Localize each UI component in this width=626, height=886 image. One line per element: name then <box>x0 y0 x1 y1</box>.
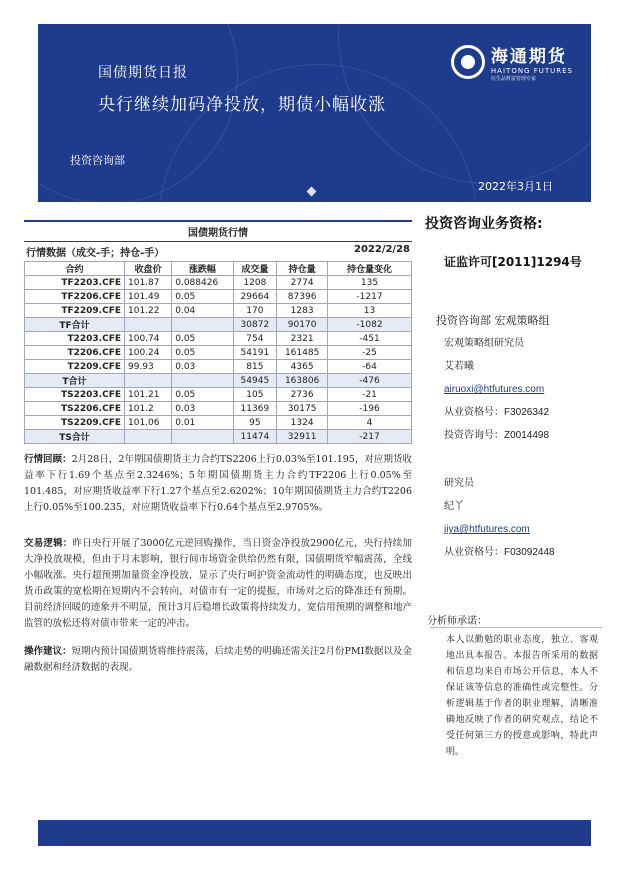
table-cell: 29664 <box>233 290 277 304</box>
table-row <box>25 276 412 290</box>
report-headline: 央行继续加码净投放，期债小幅收涨 <box>98 95 386 115</box>
table-cell <box>172 374 233 388</box>
table-cell: 87396 <box>277 290 328 304</box>
researcher-info <box>436 472 555 564</box>
paragraph-text: 短期内预计国债期货将维持震荡，后续走势的明确还需关注2月份PMI数据以及金融数据和经济数据的表现。 <box>24 646 412 673</box>
table-header-row <box>25 262 412 276</box>
table-cell: 0.01 <box>172 416 233 430</box>
table-row <box>25 346 412 360</box>
table-cell: TS2206.CFE <box>25 402 125 416</box>
table-cell: TS合计 <box>25 430 125 444</box>
table-cell: 0.088426 <box>172 276 233 290</box>
table-cell: T2206.CFE <box>25 346 125 360</box>
table-summary-row <box>25 430 412 444</box>
table-cell: T合计 <box>25 374 125 388</box>
table-cell: -64 <box>328 360 412 374</box>
market-review-paragraph <box>24 452 412 516</box>
column-header: 持仓量变化 <box>328 262 412 276</box>
table-cell: 815 <box>233 360 277 374</box>
table-cell: 101.87 <box>125 276 172 290</box>
analyst-info <box>436 309 550 447</box>
table-cell: TF2203.CFE <box>25 276 125 290</box>
table-row <box>25 402 412 416</box>
table-cell: 11369 <box>233 402 277 416</box>
analyst-name: 艾若曦 <box>444 361 474 372</box>
table-cell: TS2209.CFE <box>25 416 125 430</box>
table-cell: 101.22 <box>125 304 172 318</box>
table-cell: 101.2 <box>125 402 172 416</box>
table-cell: 161485 <box>277 346 328 360</box>
researcher-email-link[interactable]: jiya@htfutures.com <box>444 524 530 535</box>
table-cell: TF2206.CFE <box>25 290 125 304</box>
table-cell: 0.05 <box>172 290 233 304</box>
table-cell: -217 <box>328 430 412 444</box>
table-cell: 0.05 <box>172 346 233 360</box>
table-cell: 32911 <box>277 430 328 444</box>
report-date: 2022年3月1日 <box>478 180 553 193</box>
table-cell: -451 <box>328 332 412 346</box>
table-row <box>25 290 412 304</box>
table-cell: 135 <box>328 276 412 290</box>
table-cell: 0.04 <box>172 304 233 318</box>
table-cell: 4365 <box>277 360 328 374</box>
analyst-consult-number: 投资咨询号：Z0014498 <box>444 430 550 441</box>
analyst-role: 宏观策略组研究员 <box>444 338 524 349</box>
logo-name: 海通期货 <box>490 47 567 67</box>
table-cell: 1208 <box>233 276 277 290</box>
table-cell: 30175 <box>277 402 328 416</box>
market-table-section <box>24 220 412 444</box>
table-cell <box>172 318 233 332</box>
column-header: 涨跌幅 <box>172 262 233 276</box>
table-cell: -1217 <box>328 290 412 304</box>
table-cell: 54945 <box>233 374 277 388</box>
paragraph-text: 昨日央行开展了3000亿元逆回购操作，当日资金净投放2900亿元，央行持续加大净投放规模，但由于月末影响，银行间市场资金供给仍然有限，国债期货窄幅震荡，全线小幅收涨。央行超预期加量资金净投放，显示了央行呵护资金流动性的明确态度，也反映出货币政策的宽松期在短期内不会转向，对债市有一定的提振，市场对之后的降准还有预期。目前经济回暖的迹象并不明显，预计3月后稳增长政策将持续发力，宽信用预期的调整和地产监管的放松还将对债市带来一定的冲击。 <box>24 538 412 629</box>
license-number: 证监许可[2011]1294号 <box>444 255 582 269</box>
commitment-text: 本人以勤勉的职业态度，独立、客观地出具本报告。本报告所采用的数据和信息均来自市场公开信息，本人不保证该等信息的准确性或完整性。分析逻辑基于作者的职业理解，清晰准确地反映了作者的研究观点，结论不受任何第三方的授意或影响，特此声明。 <box>430 627 602 764</box>
table-cell: 30872 <box>233 318 277 332</box>
table-cell: 1283 <box>277 304 328 318</box>
table-meta-units: 行情数据（成交-手；持仓-手） <box>26 248 165 259</box>
table-cell: TS2203.CFE <box>25 388 125 402</box>
logo-slogan: 衍生品财富管理专家 <box>490 76 536 82</box>
table-cell: T2209.CFE <box>25 360 125 374</box>
table-cell: 105 <box>233 388 277 402</box>
column-header: 收盘价 <box>125 262 172 276</box>
column-header: 合约 <box>25 262 125 276</box>
table-cell: -21 <box>328 388 412 402</box>
table-cell: 0.05 <box>172 332 233 346</box>
researcher-name: 纪丫 <box>444 501 464 512</box>
analyst-qualification: 从业资格号：F3026342 <box>444 407 550 418</box>
table-cell: 101.21 <box>125 388 172 402</box>
table-cell: 11474 <box>233 430 277 444</box>
footer-bar <box>38 820 591 846</box>
table-cell: TF合计 <box>25 318 125 332</box>
table-summary-row <box>25 318 412 332</box>
table-cell: 2321 <box>277 332 328 346</box>
table-row <box>25 304 412 318</box>
logo-emblem-icon <box>451 45 485 79</box>
table-summary-row <box>25 374 412 388</box>
table-cell: 2736 <box>277 388 328 402</box>
table-cell: -196 <box>328 402 412 416</box>
column-header: 持仓量 <box>277 262 328 276</box>
paragraph-key: 操作建议： <box>24 646 72 657</box>
market-data-table <box>24 261 412 444</box>
team-name: 投资咨询部 宏观策略组 <box>436 314 550 327</box>
table-cell: 54191 <box>233 346 277 360</box>
report-banner <box>38 24 591 202</box>
table-cell: 100.24 <box>125 346 172 360</box>
table-cell <box>125 318 172 332</box>
paragraph-key: 交易逻辑： <box>24 538 73 549</box>
researcher-qualification: 从业资格号：F03092448 <box>444 547 555 558</box>
table-cell: TF2209.CFE <box>25 304 125 318</box>
table-row <box>25 332 412 346</box>
paragraph-text: 2月28日，2年期国债期货主力合约TS2206上行0.03%至101.195，对应期货收益率下行1.69个基点至2.3246%；5年期国债期货主力合约TF2206上行0.05%至101.485，对应期货收益率下行1.27个基点至2.6202%；10年期国债期货主力合约T2206上行0.05%至100.235，对应期货收益率下行0.64个基点至2.9705%。 <box>24 454 412 513</box>
operation-advice-paragraph <box>24 644 412 676</box>
analyst-email-link[interactable]: airuoxi@htfutures.com <box>444 384 545 395</box>
trading-logic-paragraph <box>24 536 412 632</box>
report-series: 国债期货日报 <box>98 65 188 81</box>
table-row <box>25 388 412 402</box>
table-cell: 90170 <box>277 318 328 332</box>
table-cell: 0.03 <box>172 402 233 416</box>
table-cell: 101.49 <box>125 290 172 304</box>
table-cell: 100.74 <box>125 332 172 346</box>
column-header: 成交量 <box>233 262 277 276</box>
table-cell: 4 <box>328 416 412 430</box>
table-caption: 国债期货行情 <box>24 222 412 242</box>
commitment-heading: 分析师承诺： <box>427 616 487 627</box>
table-cell: 101.06 <box>125 416 172 430</box>
table-cell: 170 <box>233 304 277 318</box>
table-cell: 2774 <box>277 276 328 290</box>
company-logo <box>451 42 573 82</box>
table-cell <box>172 430 233 444</box>
table-cell <box>125 374 172 388</box>
table-cell: 1324 <box>277 416 328 430</box>
table-cell: 163806 <box>277 374 328 388</box>
table-cell: 99.93 <box>125 360 172 374</box>
researcher-role: 研究员 <box>444 478 474 489</box>
table-row <box>25 360 412 374</box>
table-cell: T2203.CFE <box>25 332 125 346</box>
logo-english: HAITONG FUTURES <box>490 67 573 75</box>
table-row <box>25 416 412 430</box>
table-cell: 0.03 <box>172 360 233 374</box>
table-cell <box>125 430 172 444</box>
table-cell: 95 <box>233 416 277 430</box>
report-department: 投资咨询部 <box>70 154 125 167</box>
table-cell: -1082 <box>328 318 412 332</box>
table-meta <box>24 242 412 261</box>
table-cell: -25 <box>328 346 412 360</box>
table-cell: -476 <box>328 374 412 388</box>
table-cell: 13 <box>328 304 412 318</box>
qualification-title: 投资咨询业务资格: <box>425 216 543 232</box>
table-meta-date: 2022/2/28 <box>353 244 410 255</box>
paragraph-key: 行情回顾： <box>24 454 72 465</box>
table-cell: 0.05 <box>172 388 233 402</box>
table-cell: 754 <box>233 332 277 346</box>
